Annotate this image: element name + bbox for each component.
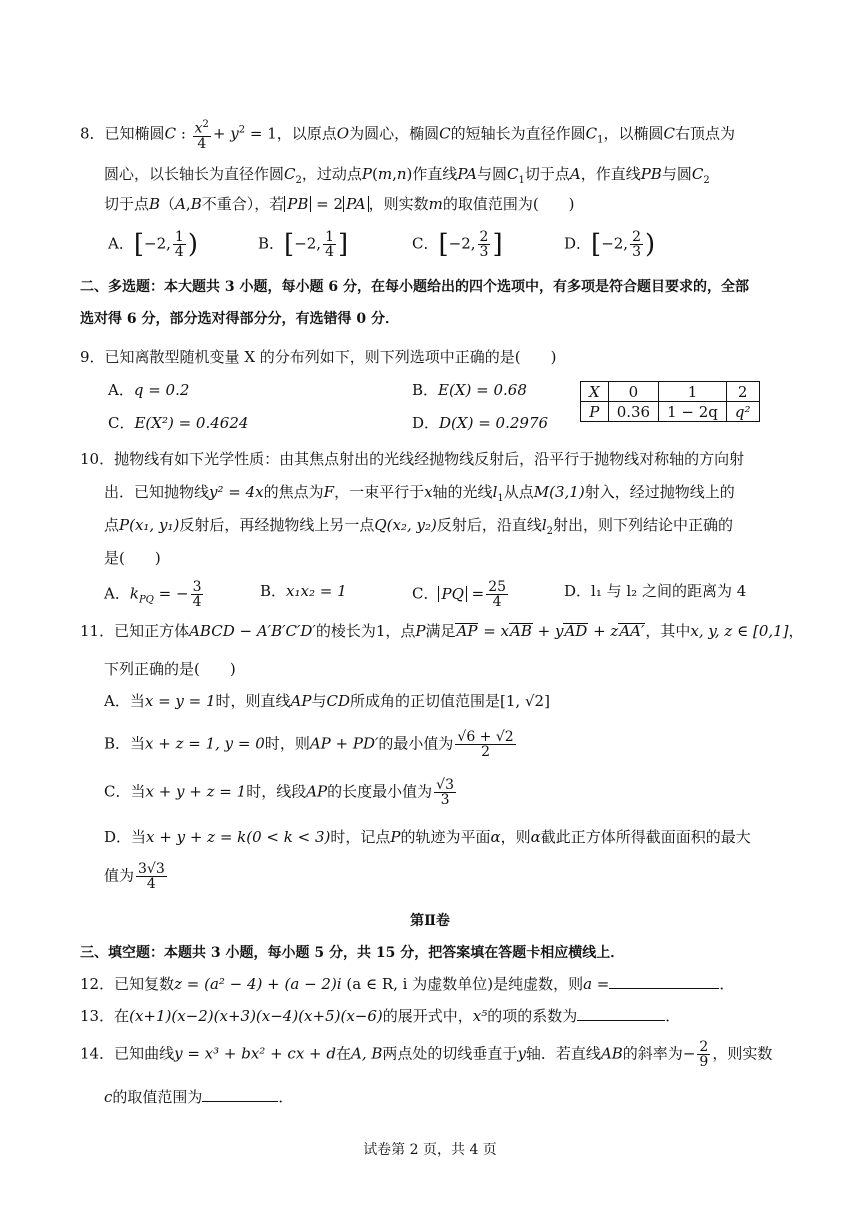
q8-option-c[interactable]: C．[−2, $\frac{2}{3}$ ] xyxy=(412,229,503,260)
q11-option-d-line2: 值为 $\frac{3√3}{4}$ xyxy=(104,861,165,892)
q11-option-c[interactable]: C．当x + y + z = 1时，线段AP的长度最小值为 $\frac{√3}{3}$ xyxy=(104,777,454,808)
table-cell: 0 xyxy=(608,382,658,402)
q13-answer-blank[interactable] xyxy=(577,1020,665,1021)
q11-line2: 下列正确的是( ) xyxy=(104,660,236,678)
table-cell: 1 − 2q xyxy=(659,402,727,422)
q8-line2: 圆心，以长轴长为直径作圆$C_2$，过动点P(m,n)作直线PA与圆$C_1$切于点A，作直线PB与圆$C_2$ xyxy=(104,165,710,186)
q9-option-d[interactable]: D．D(X) = 0.2976 xyxy=(412,414,549,432)
table-cell: 2 xyxy=(726,382,759,402)
q10-option-a[interactable]: A．$k_{PQ}$ = − $\frac{3}{4}$ xyxy=(104,579,202,610)
table-cell: X xyxy=(581,382,609,402)
q8-number: 8． xyxy=(80,124,105,143)
table-row xyxy=(581,402,760,422)
q11-line1: 11．已知正方体ABCD − A′B′C′D′的棱长为1，点P满足AP = xAB + yAD + zAA′，其中x, y, z ∈ [0,1]， xyxy=(80,622,804,640)
table-cell: 1 xyxy=(659,382,727,402)
table-cell: P xyxy=(581,402,609,422)
q10-line3: 点P(x₁, y₁)反射后，再经抛物线上另一点Q(x₂, y₂)反射后，沿直线$l_2$射出，则下列结论中正确的 xyxy=(104,516,734,537)
q9-option-b[interactable]: B．E(X) = 0.68 xyxy=(412,381,527,399)
q8-line1: 8．已知椭圆C : $\frac{x^2}{4}$ + $y^2 = 1$，以原点O为圆心，椭圆C的短轴长为直径作圆$C_1$，以椭圆C右顶点为 xyxy=(80,119,735,152)
section3-header: 三、填空题：本题共 3 小题，每小题 5 分，共 15 分，把答案填在答题卡相应横线上． xyxy=(80,945,625,961)
q8-option-a[interactable]: A．[−2, $\frac{1}{4}$ ) xyxy=(108,229,198,260)
q10-line1: 10．抛物线有如下光学性质：由其焦点射出的光线经抛物线反射后，沿平行于抛物线对称轴的方向射 xyxy=(80,450,745,468)
q11-option-a[interactable]: A．当x = y = 1时，则直线AP与CD所成角的正切值范围是[1, √2] xyxy=(104,692,550,710)
q10-option-c[interactable]: C． PQ = $\frac{25}{4}$ xyxy=(412,579,507,610)
table-row xyxy=(581,382,760,402)
q10-option-b[interactable]: B．x₁x₂ = 1 xyxy=(260,582,347,600)
table-cell: q² xyxy=(726,402,759,422)
q12-answer-blank[interactable] xyxy=(609,988,719,989)
q10-option-d[interactable]: D．l₁ 与 l₂ 之间的距离为 4 xyxy=(564,582,747,600)
q14-line2: c的取值范围为 ． xyxy=(104,1088,294,1106)
part2-title: 第Ⅱ卷 xyxy=(410,913,450,929)
q9-option-c[interactable]: C．E(X²) = 0.4624 xyxy=(108,414,249,432)
q11-option-b[interactable]: B．当x + z = 1, y = 0时，则AP + PD′的最小值为 $\frac{√6 + √2}{2}$ xyxy=(104,729,514,760)
page-footer: 试卷第 2 页，共 4 页 xyxy=(363,1142,497,1158)
q11-option-d[interactable]: D．当x + y + z = k(0 < k < 3)时，记点P的轨迹为平面α，则α截此正方体所得截面面积的最大 xyxy=(104,828,751,846)
q8-option-d[interactable]: D．[−2, $\frac{2}{3}$ ) xyxy=(564,229,656,260)
section2-header-line2: 选对得 6 分，部分选对得部分分，有选错得 0 分． xyxy=(80,311,399,327)
q8-line3: 切于点B（A,B不重合），若 PB = 2 PA ，则实数m的取值范围为( ) xyxy=(104,195,575,213)
q10-line2: 出．已知抛物线y² = 4x的焦点为F，一束平行于x轴的光线$l_1$从点M(3,1)射入，经过抛物线上的 xyxy=(104,483,735,504)
table-cell: 0.36 xyxy=(608,402,658,422)
q12-line: 12．已知复数z = (a² − 4) + (a − 2)i (a ∈ R, i 为虚数单位)是纯虚数，则a = ． xyxy=(80,975,735,993)
distribution-table xyxy=(580,381,760,422)
section2-header-line1: 二、多选题：本大题共 3 小题，每小题 6 分，在每小题给出的四个选项中，有多项是符合题目要求的，全部 xyxy=(80,279,749,295)
q13-line: 13．在(x+1)(x−2)(x+3)(x−4)(x+5)(x−6)的展开式中，x⁵的项的系数为 ． xyxy=(80,1007,681,1025)
q8-option-b[interactable]: B．[−2, $\frac{1}{4}$ ] xyxy=(258,229,349,260)
q9-stem: 9．已知离散型随机变量 X 的分布列如下，则下列选项中正确的是( ) xyxy=(80,348,557,366)
q14-answer-blank[interactable] xyxy=(202,1101,278,1102)
q10-line4: 是( ) xyxy=(104,549,161,567)
q9-option-a[interactable]: A．q = 0.2 xyxy=(108,381,190,399)
q14-line1: 14．已知曲线y = x³ + bx² + cx + d在A, B两点处的切线垂直于y轴．若直线AB的斜率为− $\frac{2}{9}$ ，则实数 xyxy=(80,1039,773,1070)
